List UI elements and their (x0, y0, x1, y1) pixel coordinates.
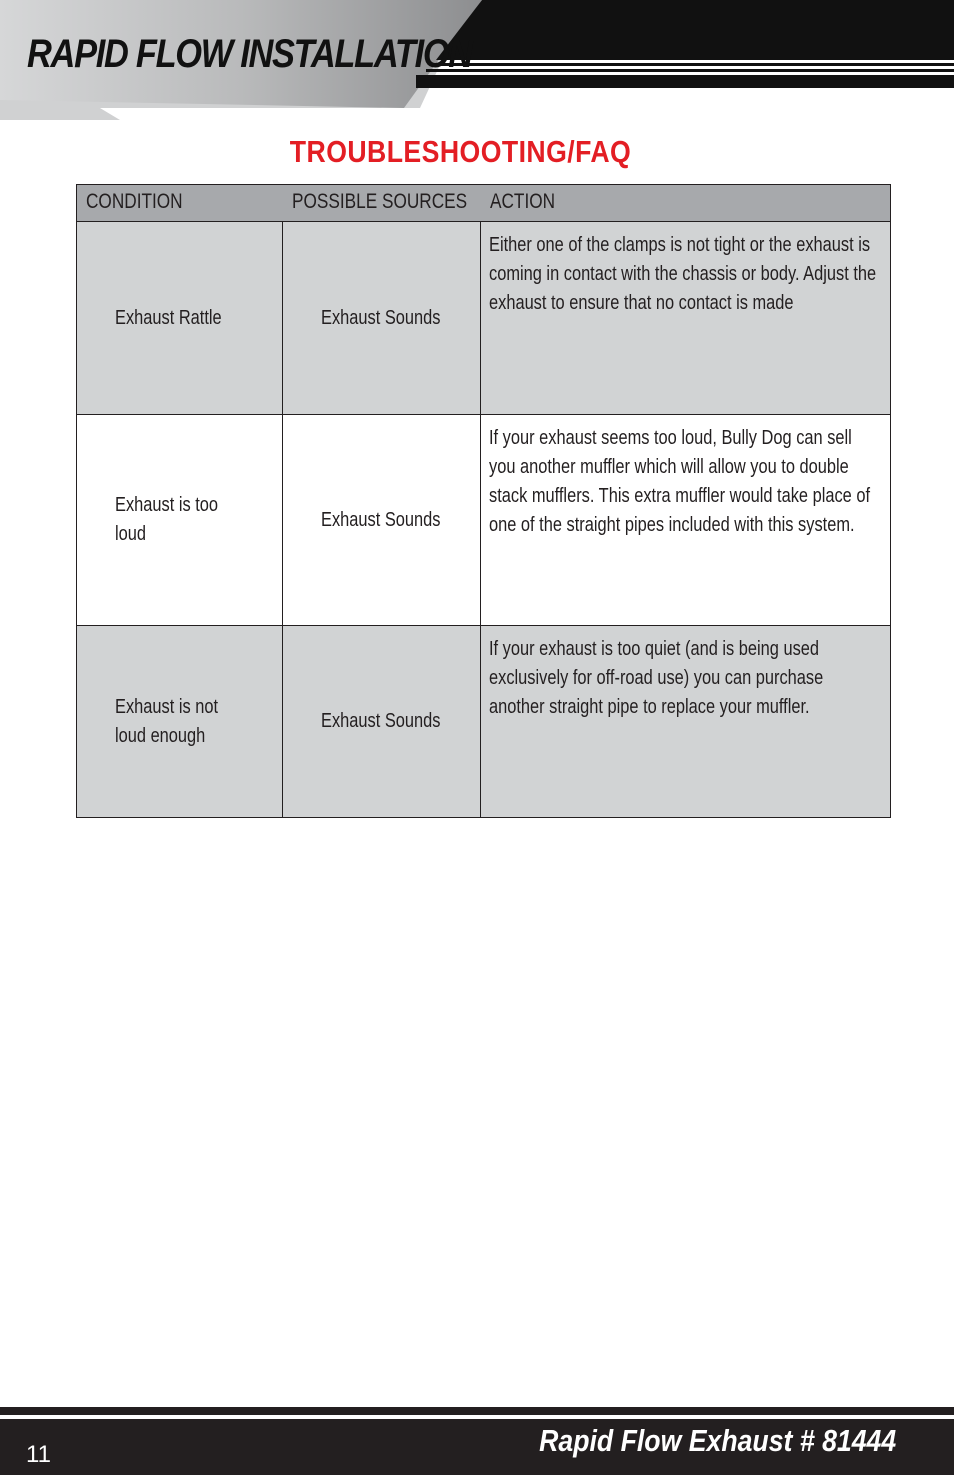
troubleshooting-table (76, 184, 891, 818)
action-cell: Either one of the clamps is not tight or the exhaust is coming in contact with the chassis or body. Adjust the exhaust to ensure that no contact is made (489, 234, 877, 314)
page-number: 11 (26, 1441, 51, 1468)
table-row (77, 415, 890, 626)
condition-cell: Exhaust is not loud enough (77, 626, 283, 817)
table-row (77, 222, 890, 415)
action-cell: If your exhaust is too quiet (and is being used exclusively for off-road use) you can purchase another straight pipe to replace your muffler. (489, 638, 824, 718)
footer-product-title: Rapid Flow Exhaust # 81444 (538, 1423, 896, 1458)
table-row (77, 626, 890, 817)
section-title-text: TROUBLESHOOTING/FAQ (289, 134, 631, 169)
column-header-possible-sources: POSSIBLE SOURCES (292, 190, 468, 213)
page-footer (0, 1405, 954, 1475)
condition-cell: Exhaust Rattle (77, 222, 283, 414)
section-title (0, 134, 920, 170)
action-cell: If your exhaust seems too loud, Bully Dog can sell you another muffler which will allow you to double stack mufflers. This extra muffler would take place of one of the straight pipes included with this system. (489, 427, 871, 536)
page-header-title: RAPID FLOW INSTALLATION (27, 32, 472, 76)
source-cell: Exhaust Sounds (283, 415, 481, 625)
page-header (0, 0, 954, 125)
footer-rule (0, 1407, 954, 1415)
condition-cell: Exhaust is too loud (77, 415, 283, 625)
column-header-action: ACTION (490, 190, 556, 213)
source-cell: Exhaust Sounds (283, 626, 481, 817)
source-cell: Exhaust Sounds (283, 222, 481, 414)
column-header-condition: CONDITION (86, 190, 183, 213)
table-header-row (77, 185, 890, 222)
